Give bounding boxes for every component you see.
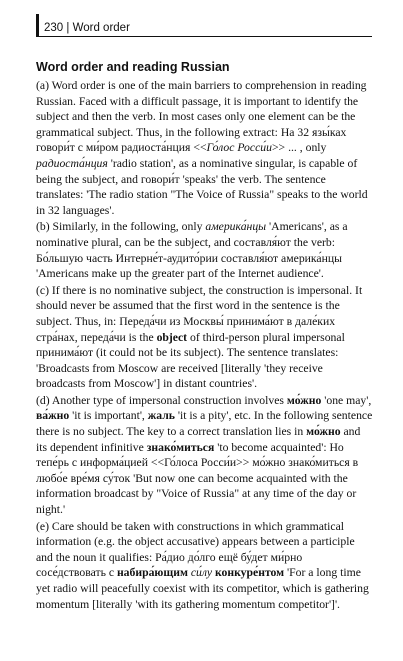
- text-run: 'radio station', as a nominative singular, is capable of being the subject, and говори́т 'speaks' the verb. The sentence translates: 'The radio station "The Voice of Russia" speaks to the world in 32 languages'.: [36, 156, 368, 217]
- bold-term: знако́миться: [146, 440, 215, 454]
- text-run: of third-person plural impersonal принима́ют (it could not be its subject). The sentence translates: 'Broadcasts from Moscow are received [literally 'they receive broadcasts from Moscow'] in distant countries'.: [36, 330, 345, 391]
- text-run: 'one may',: [321, 393, 372, 407]
- paragraph-c: [36, 283, 374, 392]
- paragraph-a: [36, 78, 374, 218]
- bold-term: набира́ющим: [116, 566, 188, 580]
- italic-term: Го́лос Росси́и: [206, 141, 272, 155]
- section-heading: Word order and reading Russian: [36, 60, 230, 74]
- running-header: [36, 14, 130, 36]
- bold-term: мо́жно: [306, 425, 341, 439]
- text-run: (c) If there is no nominative subject, the construction is impersonal. It should never be assumed that the first word in the sentence is the subject. Thus, in: Переда́чи из Москвы́ принима́ют в дале́ких стра́нах, переда́чи is the: [36, 283, 363, 344]
- text-run: (d) Another type of impersonal construction involves: [36, 393, 287, 407]
- text-run: 'it is a pity', etc. In the following sentence there is no subject. The key to a correct translation lies in: [36, 409, 373, 439]
- text-run: (e) Care should be taken with constructions in which grammatical information (e.g. the object accusative) appears between a participle and the noun it qualifies: Ра́дио до́лго ещё бу́дет ми́рно сосе́дствовать с: [36, 519, 355, 580]
- text-run: 'to become acquainted': Но тепе́рь с информа́цией <<Го́лоса Росси́и>> мо́жно знако́миться в любо́е вре́мя су́ток 'But now one can become acquainted with the information broadcast by "Voice of Russia" at any time of the day or night.': [36, 440, 359, 517]
- text-run: >> ... , only: [271, 141, 327, 155]
- text-run: 'Americans', as a nominative plural, can be the subject, and составля́ют the verb: Бо́льшую часть Интерне́т-аудито́рии составля́ют америка́нцы 'Americans make up the greater part of the Internet audience'.: [36, 220, 348, 281]
- paragraph-b: [36, 219, 374, 281]
- running-title: Word order: [72, 22, 130, 34]
- bold-term: жаль: [147, 409, 175, 423]
- text-run: (b) Similarly, in the following, only: [36, 220, 206, 234]
- bold-term: ва́жно: [36, 409, 70, 423]
- header-separator: |: [66, 22, 70, 34]
- page-number: 230: [44, 22, 64, 34]
- italic-term: америка́нцы: [205, 220, 267, 234]
- bold-term: object: [156, 330, 188, 344]
- bold-term: мо́жно: [286, 393, 322, 407]
- paragraph-e: [36, 519, 374, 613]
- bold-term: конкуре́нтом: [214, 566, 285, 580]
- body-text: [36, 78, 374, 613]
- text-run: 'it is important',: [69, 409, 148, 423]
- header-bar: [36, 14, 39, 36]
- italic-term: радиоста́нция: [36, 156, 108, 170]
- paragraph-d: [36, 393, 374, 518]
- text-run: and its dependent infinitive: [36, 425, 361, 454]
- text-run: 'For a long time yet radio will peacefully coexist with its competitor, which is gathering momentum [literally 'with its gathering momentum competitor']'.: [36, 566, 369, 611]
- text-run: (a) Word order is one of the main barriers to comprehension in reading Russian. Faced with a difficult passage, it is important to identify the subject and then the verb. In most cases only one element can be the grammatical subject. Thus, in the following extract: На 32 язы́ках говори́т с ми́ром радиоста́нция <<: [36, 79, 367, 155]
- header-rule: [36, 36, 372, 37]
- running-head-text: [44, 21, 130, 36]
- italic-term: си́лу: [190, 566, 213, 580]
